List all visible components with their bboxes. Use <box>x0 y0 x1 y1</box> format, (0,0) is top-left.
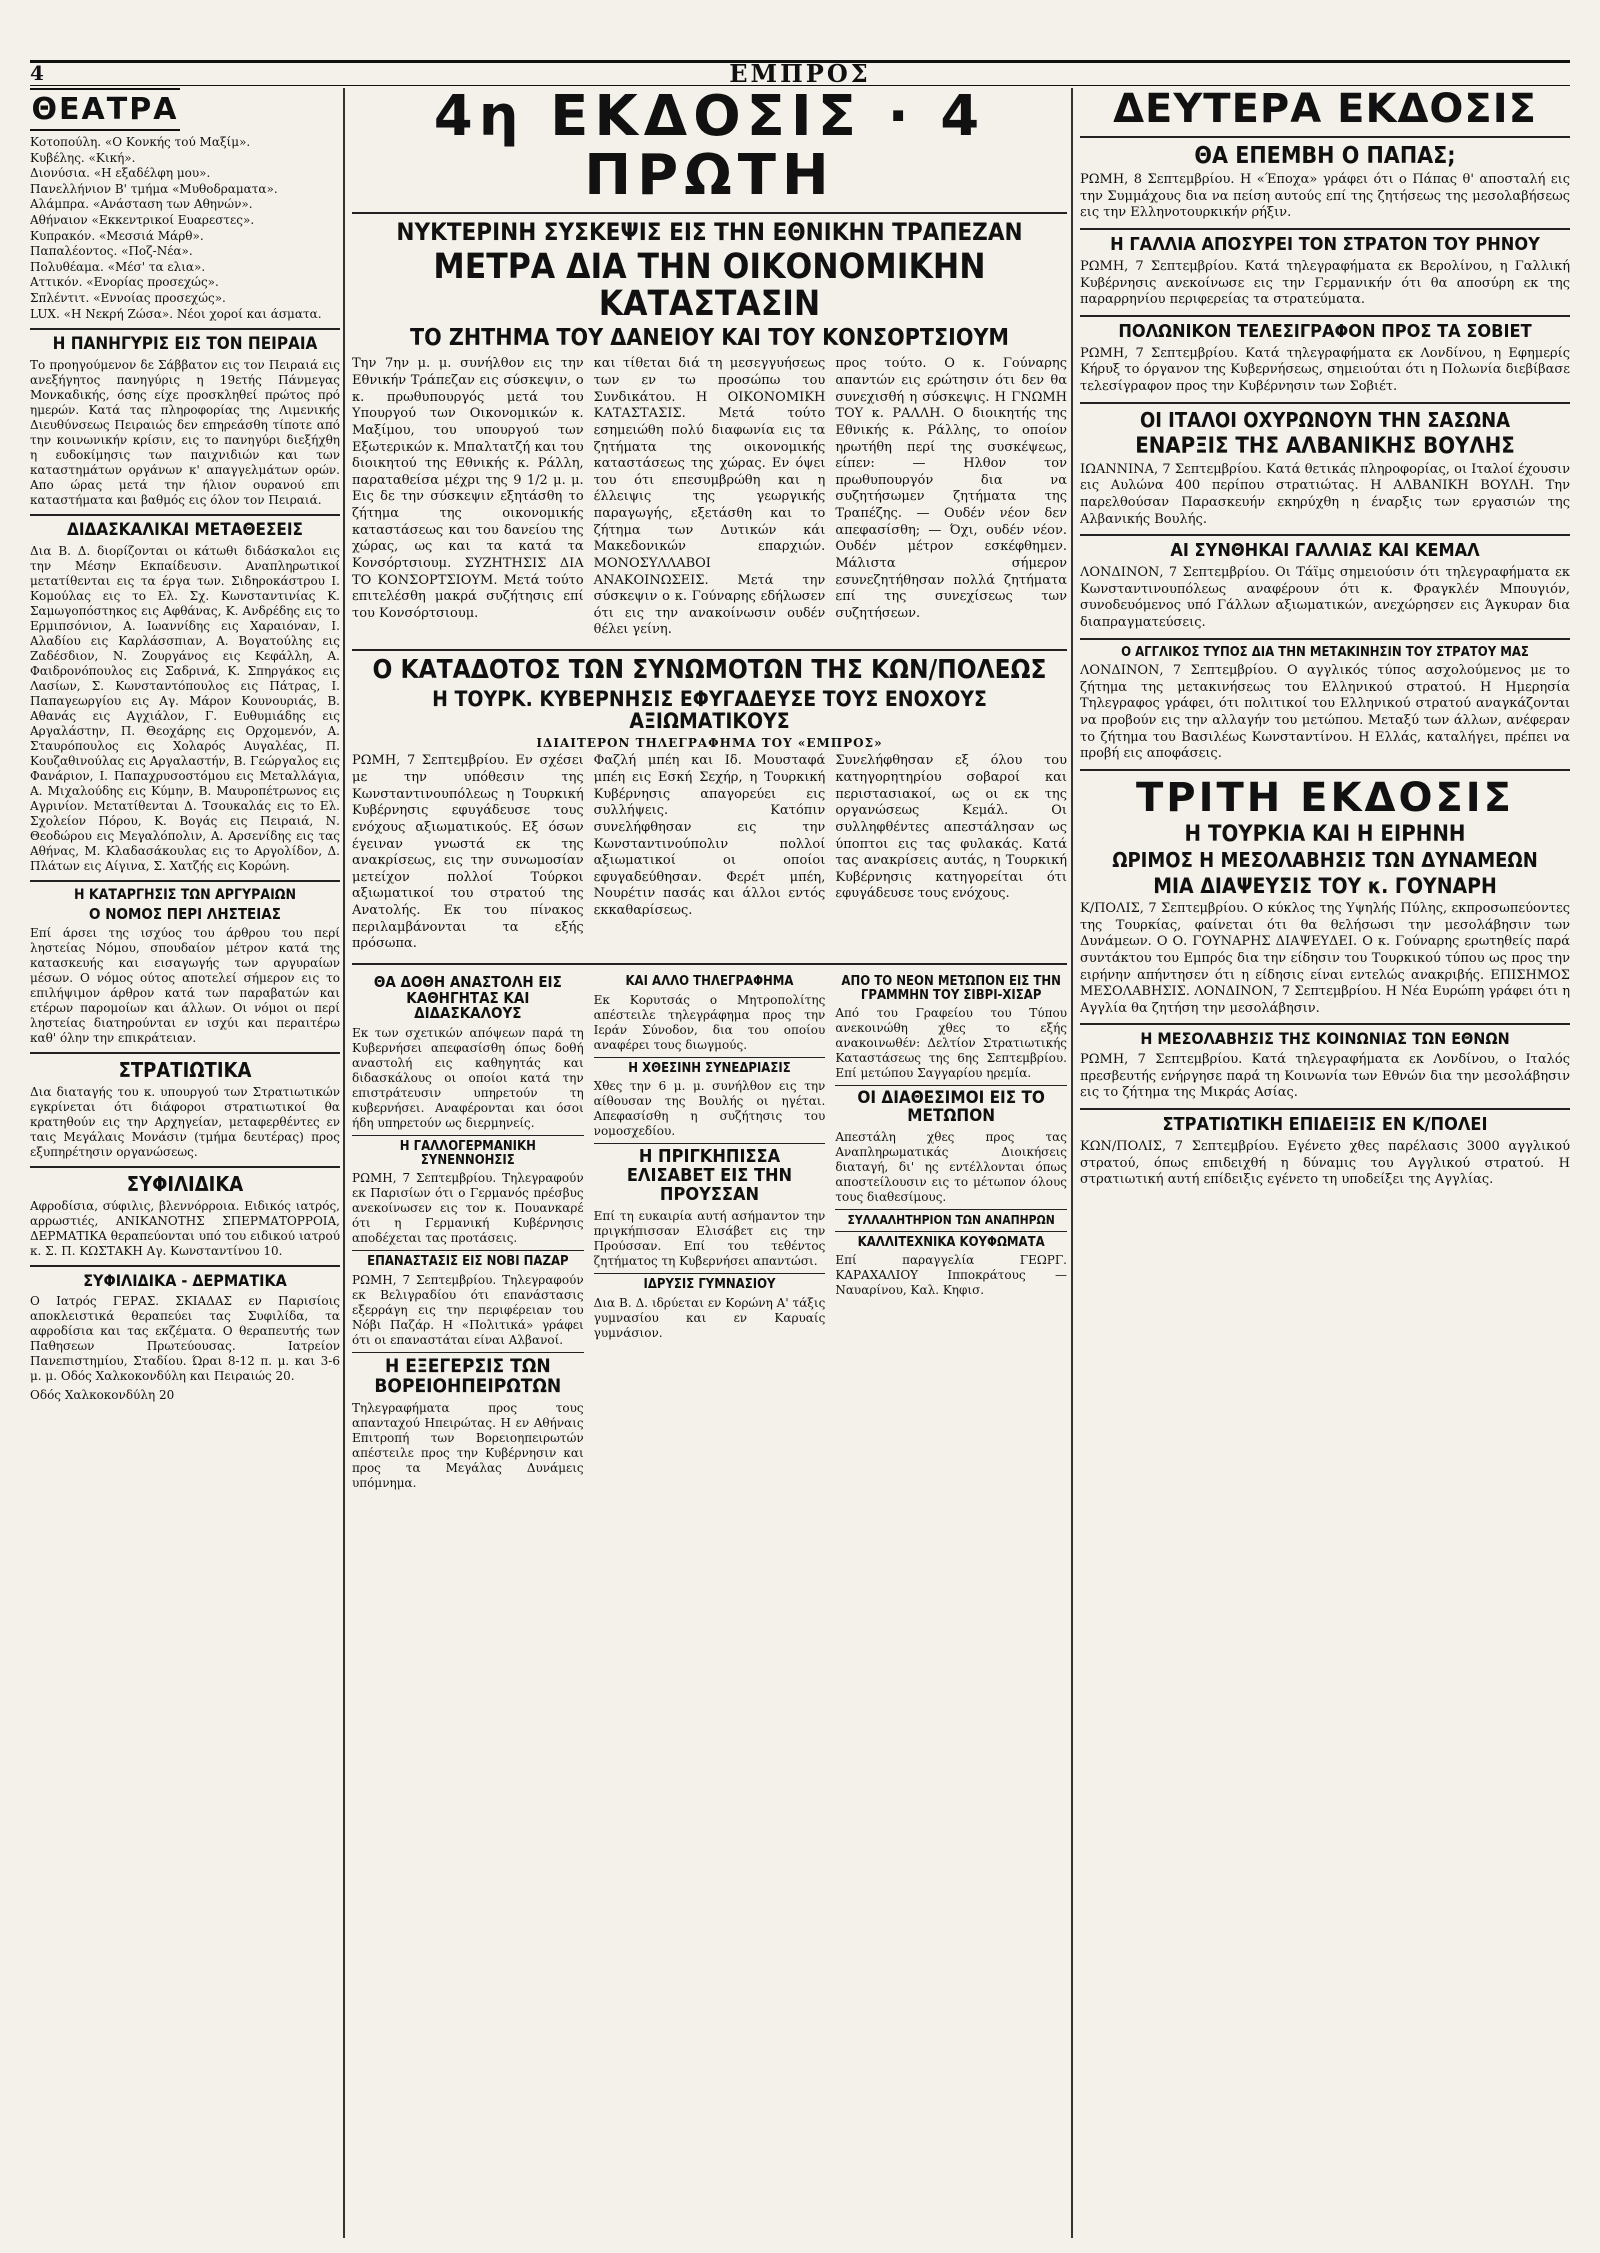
article-text: Από του Γραφείου του Τύπου ανεκοινώθη χθες το εξής ανακοινωθέν: Δελτίον Στρατιωτικής Καταστάσεως της 6ης Σεπτεμβρίου. Επί μετώπου Σαγγαρίου ηρεμία. <box>835 1006 1067 1081</box>
lower-col-3 <box>835 971 1067 1495</box>
ad-headline: ΣΥΦΙΛΙΔΙΚΑ <box>126 1172 244 1197</box>
article-text: ΡΩΜΗ, 7 Σεπτεμβρίου. Τηλεγραφούν εκ Βελιγραδίου ότι επανάστασις εξερράγη εις την περιφέρειαν του Νόβι Παζάρ. Η «Πολιτικά» γράφει ότι οι επαναστάται είναι Αλβανοί. <box>352 1273 584 1348</box>
article-text: ΡΩΜΗ, 7 Σεπτεμβρίου. Κατά τηλεγραφήματα εκ Βερολίνου, η Γαλλική Κυβέρνησις ανεκοίνωσε εις την Γερμανικήν ότι θα αποσύρη εκ της παραρρηνίου περιφερείας τα στρατεύματα. <box>1080 258 1570 308</box>
edition-title: 4η ΕΚΔΟΣΙΣ · 4 ΠΡΩΤΗ <box>433 88 986 208</box>
article-text: ΛΟΝΔΙΝΟΝ, 7 Σεπτεμβρίου. Ο αγγλικός τύπος ασχολούμενος με το ζήτημα της μετακινήσεως του Ελληνικού στρατού. Η Ημερησία Τηλεγραφος γράφει, ότι πολιτικοί του Ελληνικού στρατού αναγκάζονται να προβούν εις την αλλαγήν του μετώπου. Μεταξύ των άλλων, ανέφεραν το ζήτημα του Βασιλέως Κωνσταντίνου. Η Ελλάς, καταλήγει, πρέπει να προβή εις αποφάσεις. <box>1080 663 1570 762</box>
edition-title: ΤΡΙΤΗ ΕΚΔΟΣΙΣ <box>1136 774 1514 821</box>
kicker: ΝΥΚΤΕΡΙΝΗ ΣΥΣΚΕΨΙΣ ΕΙΣ ΤΗΝ ΕΘΝΙΚΗΝ ΤΡΑΠΕΖΑΝ <box>396 217 1023 246</box>
list-item: Πολυθέαμα. «Μέσ' τα ελια». <box>30 259 206 274</box>
article-text: Δια διαταγής του κ. υπουργού των Στρατιωτικών εγκρίνεται ότι διάφοροι στρατιωτικοί θα κρατηθούν εις την Αρχηγείαν, μεταφερθέντες εν ταις Μεγάλαις Μονάσιν (τμήμα δευτέρας) προς εξυπηρέτησιν οργανώσεως. <box>30 1085 340 1160</box>
article-headline: Η ΧΘΕΣΙΝΗ ΣΥΝΕΔΡΙΑΣΙΣ <box>628 1060 791 1076</box>
ad-footer: Οδός Χαλκοκονδύλη 20 <box>30 1388 175 1403</box>
list-item: Πανελλήνιον Β' τμήμα «Μυθοδραματα». <box>30 181 278 196</box>
article-text: Το προηγούμενον δε Σάββατον εις τον Πειραιά εις ανεξήγητος πανηγύρις η 19ετής Πάνμεγας Μονκαδικής, όσης είχε προσκληθεί πρώτος πρό ημερών. Κατά τας πληροφορίας της Λιμενικής Διευθύνσεως Πειραιώς δεν επηρεάσθη τίποτε από την κοινωνικήν κρίσιν, εις το πανηγύρι διεξήχθη η ευδοκίμησις των παιχνιδιών και των καταστημάτων οργάνων κ' απαγγελμάτων ορών. Απο ώρας μετά την ήλιον ουρανού επι καταστήματα και βαθμός εις όλον τον Πειραιά. <box>30 357 340 507</box>
article-text: ΡΩΜΗ, 7 Σεπτεμβρίου. Τηλεγραφούν εκ Παρισίων ότι ο Γερμανός πρέσβυς ανεκοίνωσεν εις τον κ. Πουανκαρέ ότι η Γερμανική Κυβέρνησις αποδέχεται τας προτάσεις. <box>352 1171 584 1246</box>
article-headline: ΘΑ ΔΟΘΗ ΑΝΑΣΤΟΛΗ ΕΙΣ ΚΑΘΗΓΗΤΑΣ ΚΑΙ ΔΙΔΑΣΚΑΛΟΥΣ <box>373 972 562 1023</box>
article-subheadline: Ο ΝΟΜΟΣ ΠΕΡΙ ΛΗΣΤΕΙΑΣ <box>89 904 281 923</box>
article-text: Χθες την 6 μ. μ. συνήλθον εις την αίθουσαν της Βουλής οι ηγέται. Απεφασίσθη η συζήτησις του νομοσχεδίου. <box>593 1079 826 1139</box>
article-text: Δια Β. Δ. ιδρύεται εν Κορώνη Α' τάξις γυμνασίου και εν Καρυαίς γυμνάσιον. <box>593 1295 826 1340</box>
article-text: Δια Β. Δ. διορίζονται οι κάτωθι διδάσκαλοι εις την Μέσην Εκπαίδευσιν. Αναπληρωτικοί μετατίθενται εις τα έργα των. Σιδηροκάστρου Ι. Κομούλας εις το Ελ. Σχ. Κωνσταντινίας Κ. Σαμωγοπόστηκος εις Αφθάνας, Κ. Ανδρέδης εις το Ερμιπσόνιον, Α. Ιωαννίδης εις Χαραιόναν, Ι. Αλαδίου εις Καρλάσσπιαν, Α. Βογατούλης εις Ζαδέσδιον, Ν. Ζουργάνος εις Κεφάλλη, Α. Φαιδρονόπουλος εις Σαδρινά, Κ. Σπηργάκος εις Λασίων, Σ. Κωνσταντόπουλος εις Πάτρας, Ι. Παπαγεωργίου εις Αγ. Μάρον Κουνουριάς, Β. Αθανάς εις Αγχιάλον, Γ. Ευθυμιάδης εις Αργαλάστην, Π. Θεοχάρης εις Ορχομενόν, Α. Σταυρόπουλος εις Χολαρός Αυγαλέας, Π. Κουζαθινούλας εις Αργαλαστήν, Β. Γεώργαλος εις Φανάριον, Ι. Παπαχρυσοστόμου εις Μεταλλάγια, Α. Μιχαλούδης εις Κύμην, Β. Μαυροπέτρωνος εις Αγρινίον. Μετατίθενται Δ. Τσουκαλάς εις το Ελ. Σχολείον Πόρου, Κ. Βογάς εις Πειραιά, Ν. Θεοδώρου εις Μεγαλόπολιν, Α. Αρσενίδης εις τας Αθήνας, Μ. Κλαδασάκουλας εις το Αργολίδον, Δ. Πλάτων εις Αίγινα, Σ. Χατζής εις Κορώνη. <box>30 543 340 873</box>
article-headline: ΜΙΑ ΔΙΑΨΕΥΣΙΣ ΤΟΥ κ. ΓΟΥΝΑΡΗ <box>1153 874 1497 899</box>
article-headline: Ο ΑΓΓΛΙΚΟΣ ΤΥΠΟΣ ΔΙΑ ΤΗΝ ΜΕΤΑΚΙΝΗΣΙΝ ΤΟΥ ΣΤΡΑΤΟΥ ΜΑΣ <box>1121 644 1529 660</box>
article-text: ΙΩΑΝΝΙΝΑ, 7 Σεπτεμβρίου. Κατά θετικάς πληροφορίας, οι Ιταλοί έχουσιν εις Αυλώνα 400 περίπου στρατιώτας. Η ΑΛΒΑΝΙΚΗ ΒΟΥΛΗ. Την παρελθούσαν Παρασκευήν εκηρύχθη η έναρξις των εργασιών της Αλβανικής Βουλής. <box>1080 461 1570 527</box>
headline: Ο ΚΑΤΑΔΟΤΟΣ ΤΩΝ ΣΥΝΩΜΟΤΩΝ ΤΗΣ ΚΩΝ/ΠΟΛΕΩΣ <box>372 655 1047 686</box>
article-headline: ΘΑ ΕΠΕΜΒΗ Ο ΠΑΠΑΣ; <box>1194 143 1456 169</box>
article-text: ΡΩΜΗ, 7 Σεπτεμβρίου. Εν σχέσει με την υπόθεσιν της Κωνσταντινουπόλεως η Τουρκική Κυβέρνησις εφυγάδευσε τους ενόχους αξιωματικούς. Εξ όσων έγειναν γνωστά εκ της ανακρίσεως, εις την συνωμοσίαν μετείχον πολλοί Τούρκοι αξιωματικοί του στρατού της Ανατολής. Εκ του πίνακος περιλαμβάνονται τα εξής πρόσωπα. <box>352 753 584 952</box>
article-columns <box>352 753 1067 957</box>
article-text: προς τούτο. Ο κ. Γούναρης απαντών εις ερώτησιν ότι δεν θα συνεχισθή η σύσκεψις. Η ΓΝΩΜΗ ΤΟΥ κ. ΡΑΛΛΗ. Ο διοικητής της Εθνικής κ. Ράλλης, το οποίον ηρωτήθη περί της συσκέψεως, είπεν: — Ηλθον τον πρωθυπουργόν δια να συζητήσωμεν ζητήματα της Τραπέζης. — Ουδέν νέον δεν απεφασίσθη; — Όχι, ουδέν νέον. Ουδέν μέτρον εσκέφθημεν. Μάλιστα σήμερον εσυνεζητήθησαν πολλά ζητήματα επί της συνεχίσεως των συζητήσεων. <box>835 356 1067 621</box>
article-headline: ΣΤΡΑΤΙΩΤΙΚΗ ΕΠΙΔΕΙΞΙΣ ΕΝ Κ/ΠΟΛΕΙ <box>1162 1114 1488 1136</box>
ad-text: Ο Ιατρός ΓΕΡΑΣ. ΣΚΙΑΔΑΣ εν Παρισίοις αποκλειστικά θεραπεύει τας Συφιλίδα, τα αφροδίσια και τας εκζέματα. Ο θεραπευτής των Παθησεων Πρωτεύουσας. Ιατρείον Πανεπιστημίου, Σταδίου. Ώραι 8-12 π. μ. και 3-6 μ. μ. Οδός Χαλκοκονδύλη και Πειραιώς 20. <box>30 1294 340 1384</box>
article-headline: Η ΜΕΣΟΛΑΒΗΣΙΣ ΤΗΣ ΚΟΙΝΩΝΙΑΣ ΤΩΝ ΕΘΝΩΝ <box>1140 1029 1510 1049</box>
list-item: Κυπρακόν. «Μεσσιά Μάρθ». <box>30 228 204 243</box>
article-text: ΛΟΝΔΙΝΟΝ, 7 Σεπτεμβρίου. Οι Τάϊμς σημειούσιν ότι τηλεγραφήματα εκ Κωνσταντινουπόλεως αναφέρουν ότι κ. Φραγκλέν Μπουγιόν, συνοδευόμενος υπό Γάλλων αξιωματικών, ανεχώρησεν εις Άγκυραν δια διαπραγματεύσεις. <box>1080 565 1570 630</box>
article-headline: Η ΓΑΛΛΟΓΕΡΜΑΝΙΚΗ ΣΥΝΕΝΝΟΗΣΙΣ <box>399 1139 536 1168</box>
article-text: Την 7ην μ. μ. συνήλθον εις την Εθνικήν Τράπεζαν εις σύσκεψιν, ο κ. πρωθυπουργός μετά του Υπουργού των Οικονομικών κ. Μαξίμου, του υπουργού των Εξωτερικών κ. Μπαλτατζή και του διοικητού της Εθνικής κ. Ράλλη, παραταθείσα μέχρι της 9 1/2 μ. μ. Εις δε την σύσκεψιν εξητάσθη το ζήτημα της οικονομικής καταστάσεως και του δανείου της χώρας, ως και τα κατά τα Κονσόρτσιουμ. ΣΥΖΗΤΗΣΙΣ ΔΙΑ ΤΟ ΚΟΝΣΟΡΤΣΙΟΥΜ. Μετά τούτο επιτελέσθη μακρά συζήτησις επί του Κονσόρτσιουμ. <box>352 356 584 621</box>
article-headline: Η ΚΑΤΑΡΓΗΣΙΣ ΤΩΝ ΑΡΓΥΡΑΙΩΝ <box>73 886 297 903</box>
lower-col-2 <box>594 971 826 1495</box>
list-item: Διονύσια. «Η εξαδέλφη μου». <box>30 166 211 181</box>
article-text: Επί τη ευκαιρία αυτή ασήμαντον την πριγκήπισσαν Ελισάβετ εις την Προύσσαν. Επί του τεθέντος ζητήματος τη Κυβερνήσει απαντώσι. <box>593 1208 826 1268</box>
article-text: Φαζλή μπέη και Ιδ. Μουσταφά μπέη εις Εσκή Σεχήρ, η Τουρκική Κυβέρνησις απαγορεύει εις συλλήψεις. Κατόπιν συνελήφθησαν εις την Κωνσταντινούπολιν πολλοί αξιωματικοί οι οποίοι εφυγαδεύθησαν. Φερέτ μπέη, Νουρέτιν πασάς και άλλοι εντός εκκαθαρίσεως. <box>593 753 826 919</box>
list-item: Κυβέλης. «Κική». <box>30 150 136 165</box>
article-headline: ΔΙΔΑΣΚΑΛΙΚΑΙ ΜΕΤΑΘΕΣΕΙΣ <box>67 519 303 540</box>
article-headline: ΩΡΙΜΟΣ Η ΜΕΣΟΛΑΒΗΣΙΣ ΤΩΝ ΔΥΝΑΜΕΩΝ <box>1112 848 1538 873</box>
list-item: Σπλέντιτ. «Εννοίας προσεχώς». <box>30 290 226 305</box>
deck: Η ΤΟΥΡΚ. ΚΥΒΕΡΝΗΣΙΣ ΕΦΥΓΑΔΕΥΣΕ ΤΟΥΣ ΕΝΟΧΟΥΣ ΑΞΙΩΜΑΤΙΚΟΥΣ <box>432 687 987 734</box>
lower-col-1 <box>352 971 584 1495</box>
ad-headline: ΚΑΛΛΙΤΕΧΝΙΚΑ ΚΟΥΦΩΜΑΤΑ <box>857 1234 1045 1250</box>
article-headline: Η ΠΑΝΗΓΥΡΙΣ ΕΙΣ ΤΟΝ ΠΕΙΡΑΙΑ <box>52 334 318 355</box>
article-text: Εκ Κορυτσάς ο Μητροπολίτης απέστειλε τηλεγράφημα προς την Ιεράν Σύνοδον, δια του οποίου αναφέρει τους διωγμούς. <box>593 992 826 1052</box>
article-text: Συνελήφθησαν εξ όλου του κατηγορητηρίου σοβαροί και περιστασιακοί, ως οι εκ της οργανώσεως Κεμάλ. Οι συλληφθέντες απεστάλησαν ως ύποπτοι εις τας φυλακάς. Κατά τας ανακρίσεις αυτάς, η Τουρκική Κυβέρνησις κατηγορείται ότι εφυγάδευσε τους ενόχους. <box>835 753 1067 902</box>
article-text: ΡΩΜΗ, 7 Σεπτεμβρίου. Κατά τηλεγραφήματα εκ Λονδίνου, ο Ιταλός πρεσβευτής ενήργησε παρά τη Κοινωνία των Εθνών δια την μεσολάβησιν εις το ζήτημα της Μικράς Ασίας. <box>1080 1052 1570 1101</box>
deck: ΤΟ ΖΗΤΗΜΑ ΤΟΥ ΔΑΝΕΙΟΥ ΚΑΙ ΤΟΥ ΚΟΝΣΟΡΤΣΙΟΥΜ <box>409 325 1010 352</box>
list-item: LUX. «Η Νεκρή Ζώσα». Νέοι χοροί και άσματα. <box>30 306 322 321</box>
article-columns <box>352 356 1067 643</box>
theatre-list <box>30 135 340 322</box>
article-text: Απεστάλη χθες προς τας Αναπληρωματικάς Διοικήσεις διαταγή, δι' ης εντέλλονται όπως αποστείλουσιν εις το μέτωπον όλους τους διαθεσίμους. <box>835 1129 1067 1204</box>
list-item: Αττικόν. «Ενορίας προσεχώς». <box>30 275 219 290</box>
article-headline: ΑΙ ΣΥΝΘΗΚΑΙ ΓΑΛΛΙΑΣ ΚΑΙ ΚΕΜΑΛ <box>1170 540 1480 562</box>
list-item: Αλάμπρα. «Ανάσταση των Αθηνών». <box>30 197 253 212</box>
article-headline: ΙΔΡΥΣΙΣ ΓΥΜΝΑΣΙΟΥ <box>643 1276 776 1292</box>
left-column <box>30 88 340 2238</box>
article-text: Κ/ΠΟΛΙΣ, 7 Σεπτεμβρίου. Ο κύκλος της Υψηλής Πύλης, εκπροσωπεύοντες της Τουρκίας, φαίνεται ότι θα θελήσωσι την μεσολάβησιν των Δυνάμεων. Ο Ο. ΓΟΥΝΑΡΗΣ ΔΙΑΨΕΥΔΕΙ. Ο κ. Γούναρης ερωτηθείς παρά συντάκτου του Εμπρός δια την είδησιν του Τουρκικού τύπου ως προς την ειρήνην απήντησεν ότι η είδησις είναι εντελώς ανακριβής. ΕΠΙΣΗΜΟΣ ΜΕΣΟΛΑΒΗΣΙΣ. ΛΟΝΔΙΝΟΝ, 7 Σεπτεμβρίου. Η Νέα Ευρώπη γράφει ότι η Αγγλία θα ζητήση την μεσολάβησιν. <box>1080 901 1570 1016</box>
article-headline: Η ΤΟΥΡΚΙΑ ΚΑΙ Η ΕΙΡΗΝΗ <box>1184 821 1466 847</box>
theatre-heading: ΘΕΑΤΡΑ <box>30 88 180 131</box>
subheading: ΙΔΙΑΙΤΕΡΟΝ ΤΗΛΕΓΡΑΦΗΜΑ ΤΟΥ «ΕΜΠΡΟΣ» <box>536 736 883 751</box>
edition-title: ΔΕΥΤΕΡΑ ΕΚΔΟΣΙΣ <box>1113 88 1537 132</box>
article-headline: ΠΟΛΩΝΙΚΟΝ ΤΕΛΕΣΙΓΡΑΦΟΝ ΠΡΟΣ ΤΑ ΣΟΒΙΕΤ <box>1118 320 1532 342</box>
ad-text: Αφροδίσια, σύφιλις, βλεννόρροια. Ειδικός ιατρός, αρρωστιές, ΑΝΙΚΑΝΟΤΗΣ ΣΠΕΡΜΑΤΟΡΡΟΙΑ, ΔΕΡΜΑΤΙΚΑ θεραπεύονται υπό του ειδικού ιατρού κ. Σ. Π. ΚΩΣΤΑΚΗ Αγ. Κωνσταντίνου 10. <box>30 1199 340 1259</box>
list-item: Κοτοπούλη. «Ο Κονκής τού Μαξίμ». <box>30 135 251 149</box>
article-text: Εκ των σχετικών απόψεων παρά τη Κυβερνήσει απεφασίσθη όπως δοθή αναστολή εις καθηγητάς και διδασκάλους οι οποίοι κατά την επιστράτευσιν υπηρετούν τη κυβερνήσει. Αναφέρονται και όσοι ήδη υπηρετούν ως διερμηνείς. <box>352 1026 584 1131</box>
masthead <box>30 60 1570 86</box>
article-headline: ΣΥΛΛΑΛΗΤΗΡΙΟΝ ΤΩΝ ΑΝΑΠΗΡΩΝ <box>847 1212 1055 1227</box>
article-text: ΡΩΜΗ, 7 Σεπτεμβρίου. Κατά τηλεγραφήματα εκ Λονδίνου, η Εφημερίς Κήρυξ το όργανον της Κυβερνήσεως, σημειούται ότι η Πολωνία διεβίβασε τελεσίγραφον προς την Κυβέρνησιν των Σοβιέτ. <box>1080 345 1570 394</box>
ad-text: Επί παραγγελία ΓΕΩΡΓ. ΚΑΡΑΧΑΛΙΟΥ Ιπποκράτους — Ναυαρίνου, Καλ. Κηφισ. <box>835 1253 1067 1298</box>
article-text: Επί άρσει της ισχύος του άρθρου του περί ληστείας Νόμου, σπουδαίον μέτρον κατά της κατασκευής και εισαγωγής των αργυραίων μέσων. Ο νόμος ούτος αποτελεί σήμερον εις το επιλήψιμον άρθρον κατά των παραβατών και ετέρων παρομοίων και άλλων. Οι νόμοι οι περί ληστείας διατηρούνται εν ισχύι και περαιτέρω καθ' όλην την επικράτειαν. <box>30 926 340 1046</box>
article-headline: ΣΤΡΑΤΙΩΤΙΚΑ <box>118 1058 252 1083</box>
article-headline: ΟΙ ΙΤΑΛΟΙ ΟΧΥΡΩΝΟΥΝ ΤΗΝ ΣΑΣΩΝΑ <box>1139 407 1511 432</box>
column-rule <box>1071 88 1073 2238</box>
article-text: και τίθεται διά τη μεσεγγυήσεως των εν τω προσώπω του Συνδικάτου. Η ΟΙΚΟΝΟΜΙΚΗ ΚΑΤΑΣΤΑΣΙΣ. Μετά τούτο εσημειώθη πολύ διαφωνία εις τα ζητήματα της οικονομικής καταστάσεως της χώρας. Εν όψει του ότι επεσυμβρώθη και η έλλειψις της γεωργικής παραγωγής, εξετάσθη και το ζήτημα των Δυτικών κάι Μακεδονικών επαρχιών. ΜΟΝΟΣΥΛΛΑΒΟΙ ΑΝΑΚΟΙΝΩΣΕΙΣ. Μετά την σύσκεψιν ο κ. Γούναρης εδήλωσεν ότι εις την ανακοίνωσιν ουδέν θέλει γείνη. <box>593 356 826 638</box>
right-column <box>1080 88 1570 2238</box>
article-text: ΚΩΝ/ΠΟΛΙΣ, 7 Σεπτεμβρίου. Εγένετο χθες παρέλασις 3000 αγγλικού στρατού, όπως επιδειχθή η δύναμις του Αγγλικού στρατού. Η στρατιωτική αυτή επίδειξις εγένετο τη υποδείξει της Αγγλίας. <box>1080 1139 1570 1188</box>
lower-articles <box>352 971 1067 1495</box>
newspaper-title: ΕΜΠΡΟΣ <box>729 59 871 88</box>
page-number: 4 <box>30 61 44 85</box>
article-text: Τηλεγραφήματα προς τους απανταχού Ηπειρώτας. Η εν Αθήναις Επιτροπή των Βορειοηπειρωτών απέστειλε προς την Κυβέρνησιν και προς τα Μεγάλας Δυνάμεις υπόμνημα. <box>352 1400 584 1490</box>
list-item: Αθήναιον «Εκκεντρικοί Ευαρεστες». <box>30 212 255 227</box>
article-headline: ΚΑΙ ΑΛΛΟ ΤΗΛΕΓΡΑΦΗΜΑ <box>625 973 794 989</box>
article-headline: ΟΙ ΔΙΑΘΕΣΙΜΟΙ ΕΙΣ ΤΟ ΜΕΤΩΠΟΝ <box>857 1088 1045 1127</box>
article-text: ΡΩΜΗ, 8 Σεπτεμβρίου. Η «Έποχα» γράφει ότι ο Πάπας θ' αποσταλή εις την Συμμάχους δια να πείση αυτούς επί της ζητήσεως της μεσολαβήσεως εις την Ελληνοτουρκικήν ρήξιν. <box>1080 172 1570 221</box>
article-headline: Η ΠΡΙΓΚΗΠΙΣΣΑ ΕΛΙΣΑΒΕΤ ΕΙΣ ΤΗΝ ΠΡΟΥΣΣΑΝ <box>626 1146 793 1205</box>
article-headline: ΕΝΑΡΞΙΣ ΤΗΣ ΑΛΒΑΝΙΚΗΣ ΒΟΥΛΗΣ <box>1135 433 1515 459</box>
list-item: Παπαλέοντος. «Ποζ-Νέα». <box>30 244 193 259</box>
center-column <box>352 88 1067 2238</box>
column-rule <box>343 88 345 2238</box>
ad-headline: ΣΥΦΙΛΙΔΙΚΑ - ΔΕΡΜΑΤΙΚΑ <box>83 1271 287 1291</box>
article-headline: ΑΠΟ ΤΟ ΝΕΟΝ ΜΕΤΩΠΟΝ ΕΙΣ ΤΗΝ ΓΡΑΜΜΗΝ ΤΟΥ ΣΙΒΡΙ-ΧΙΣΑΡ <box>841 973 1061 1003</box>
article-headline: Η ΓΑΛΛΙΑ ΑΠΟΣΥΡΕΙ ΤΟΝ ΣΤΡΑΤΟΝ ΤΟΥ ΡΗΝΟΥ <box>1110 234 1540 256</box>
article-headline: ΕΠΑΝΑΣΤΑΣΙΣ ΕΙΣ ΝΟΒΙ ΠΑΖΑΡ <box>367 1254 569 1270</box>
article-headline: Η ΕΞΕΓΕΡΣΙΣ ΤΩΝ ΒΟΡΕΙΟΗΠΕΙΡΩΤΩΝ <box>374 1355 562 1398</box>
main-headline: ΜΕΤΡΑ ΔΙΑ ΤΗΝ ΟΙΚΟΝΟΜΙΚΗΝ ΚΑΤΑΣΤΑΣΙΝ <box>433 246 986 324</box>
